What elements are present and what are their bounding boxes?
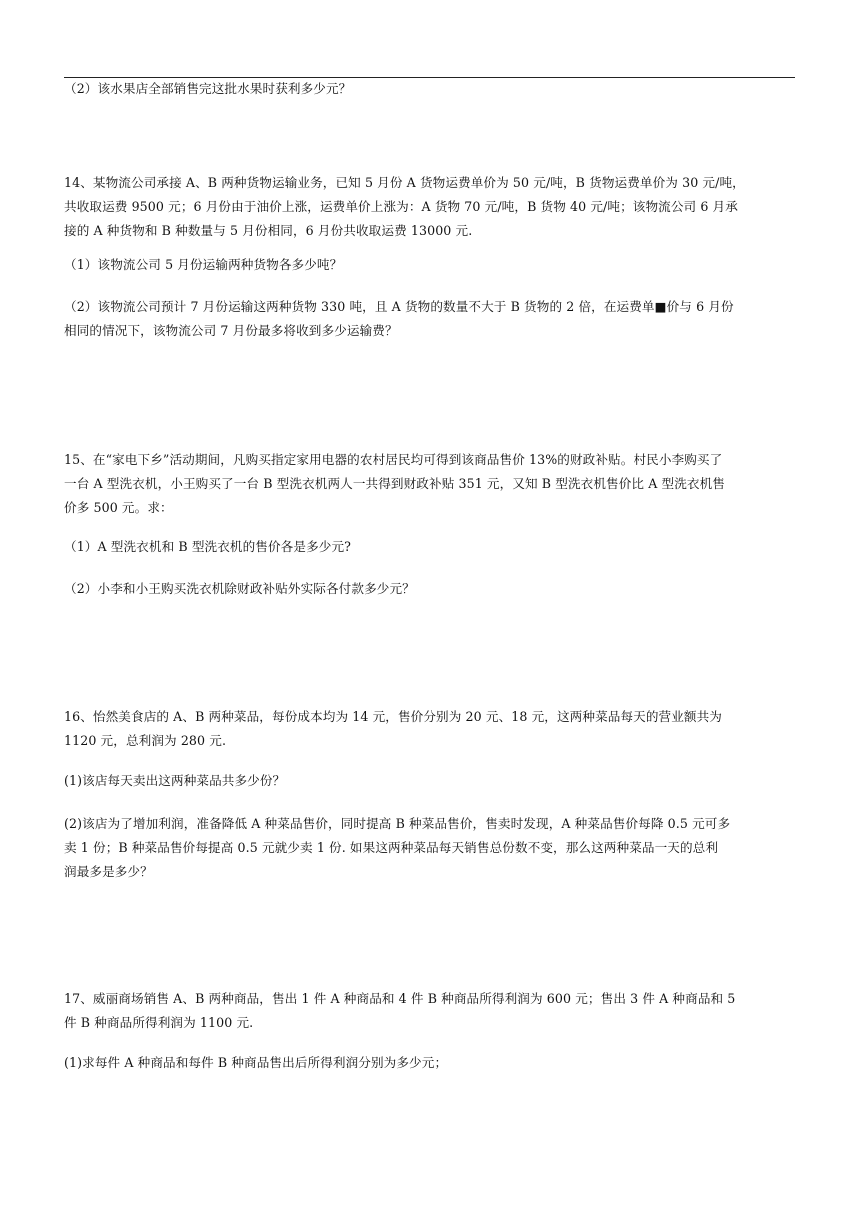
q14-part-2-line-2: 相同的情况下，该物流公司 7 月份最多将收到多少运输费？ bbox=[64, 323, 398, 338]
q14-stem-line-1: 14、某物流公司承接 A、B 两种货物运输业务，已知 5 月份 A 货物运费单价为 50 元/吨，B 货物运费单价为 30 元/吨， bbox=[64, 175, 745, 190]
q17-part-1: (1)求每件 A 种商品和每件 B 种商品售出后所得利润分别为多少元； bbox=[64, 1055, 448, 1070]
q15-part-1: （1）A 型洗衣机和 B 型洗衣机的售价各是多少元? bbox=[64, 539, 352, 554]
q15-stem-line-2: 一台 A 型洗衣机，小王购买了一台 B 型洗衣机两人一共得到财政补贴 351 元，又知 B 型洗衣机售价比 A 型洗衣机售 bbox=[64, 476, 725, 491]
header-rule bbox=[64, 77, 795, 78]
q16-part-2-line-2: 卖 1 份；B 种菜品售价每提高 0.5 元就少卖 1 份. 如果这两种菜品每天销售总份数不变，那么这两种菜品一天的总利 bbox=[64, 840, 719, 855]
q14-part-1: （1）该物流公司 5 月份运输两种货物各多少吨？ bbox=[64, 257, 343, 272]
q14-stem-line-2: 共收取运费 9500 元；6 月份由于油价上涨，运费单价上涨为：A 货物 70 元/吨，B 货物 40 元/吨；该物流公司 6 月承 bbox=[64, 199, 738, 214]
q15-stem-line-1: 15、在“家电下乡”活动期间，凡购买指定家用电器的农村居民均可得到该商品售价 13%的财政补贴。村民小李购买了 bbox=[64, 452, 723, 467]
q15-stem-line-3: 价多 500 元。求： bbox=[64, 500, 173, 515]
q15-part-2: （2）小李和小王购买洗衣机除财政补贴外实际各付款多少元？ bbox=[64, 581, 415, 596]
q17-stem-line-1: 17、威丽商场销售 A、B 两种商品，售出 1 件 A 种商品和 4 件 B 种商品所得利润为 600 元；售出 3 件 A 种商品和 5 bbox=[64, 991, 736, 1006]
q16-part-1: (1)该店每天卖出这两种菜品共多少份？ bbox=[64, 773, 286, 788]
q16-part-2-line-3: 润最多是多少？ bbox=[64, 864, 153, 879]
q14-part-2-line-1: （2）该物流公司预计 7 月份运输这两种货物 330 吨，且 A 货物的数量不大于 B 货物的 2 倍，在运费单■价与 6 月份 bbox=[64, 299, 734, 314]
q16-stem-line-1: 16、怡然美食店的 A、B 两种菜品，每份成本均为 14 元，售价分别为 20 元、18 元，这两种菜品每天的营业额共为 bbox=[64, 709, 723, 724]
q17-stem-line-2: 件 B 种商品所得利润为 1100 元. bbox=[64, 1015, 254, 1030]
q16-part-2-line-1: (2)该店为了增加利润，准备降低 A 种菜品售价，同时提高 B 种菜品售价，售卖时发现，A 种菜品售价每降 0.5 元可多 bbox=[64, 816, 731, 831]
q16-stem-line-2: 1120 元，总利润为 280 元. bbox=[64, 733, 227, 748]
q14-stem-line-3: 接的 A 种货物和 B 种数量与 5 月份相同，6 月份共收取运费 13000 元. bbox=[64, 223, 473, 238]
prev-question-part2: （2）该水果店全部销售完这批水果时获利多少元？ bbox=[64, 81, 352, 96]
